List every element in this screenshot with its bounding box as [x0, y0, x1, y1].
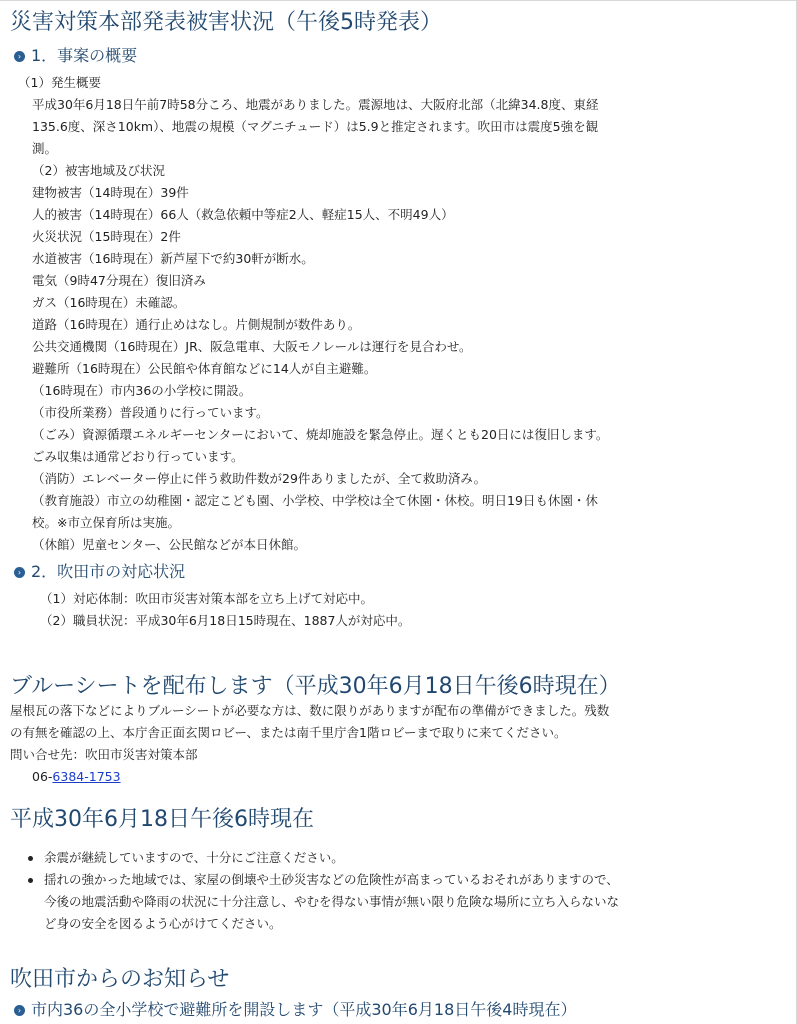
paragraph-line: 屋根瓦の落下などによりブルーシートが必要な方は、数に限りがありますが配布の準備ができました。残数 — [10, 703, 610, 718]
section-heading-label: 1．事案の概要 — [31, 46, 138, 65]
phone-link[interactable]: 6384-1753 — [52, 769, 121, 784]
paragraph-line: 水道被害（16時現在）新芦屋下で約30軒が断水。 — [32, 251, 314, 266]
response-body — [40, 588, 640, 632]
chevron-circle-right-icon: › — [14, 51, 25, 62]
paragraph-line: 道路（16時現在）通行止めはなし。片側規制が数件あり。 — [32, 317, 361, 332]
paragraph-line: （市役所業務）普段通りに行っています。 — [32, 405, 269, 420]
caution-notice-title: 平成30年6月18日午後6時現在 — [10, 807, 314, 832]
list-item-line: 今後の地震活動や降雨の状況に十分注意し、やむを得ない事情が無い限り危険な場所に立ち入らないな — [44, 894, 620, 909]
paragraph-line: （2）職員状況：平成30年6月18日15時現在、1887人が対応中。 — [40, 613, 411, 628]
paragraph-line: 火災状況（15時現在）2件 — [32, 229, 181, 244]
paragraph-line: （ごみ）資源循環エネルギーセンターにおいて、焼却施設を緊急停止。遅くとも20日には復旧します。 — [32, 427, 609, 442]
blue-sheet-title: ブルーシートを配布します（平成30年6月18日午後6時現在） — [10, 674, 621, 699]
paragraph-line: （消防）エレベーター停止に伴う救助件数が29件ありましたが、全て救助済み。 — [32, 471, 487, 486]
paragraph-line: ガス（16時現在）未確認。 — [32, 295, 186, 310]
phone-prefix: 06- — [32, 769, 53, 784]
paragraph-line: 公共交通機関（16時現在）JR、阪急電車、大阪モノレールは運行を見合わせ。 — [32, 339, 472, 354]
paragraph-line: 校。※市立保育所は実施。 — [32, 515, 180, 530]
paragraph-line: 人的被害（14時現在）66人（救急依頼中等症2人、軽症15人、不明49人） — [32, 207, 454, 222]
paragraph-line: （教育施設）市立の幼稚園・認定こども園、小学校、中学校は全て休園・休校。明日19日も休園・休 — [32, 493, 598, 508]
list-item — [24, 869, 644, 935]
section-heading-label: 2．吹田市の対応状況 — [31, 562, 186, 581]
paragraph-line: 平成30年6月18日午前7時58分ころ、地震がありました。震源地は、大阪府北部（北緯34.8度、東経 — [32, 97, 599, 112]
chevron-circle-right-icon: › — [14, 567, 25, 578]
paragraph-line: の有無を確認の上、本庁舎正面玄関ロビー、または南千里庁舎1階ロビーまで取りに来てください。 — [10, 725, 567, 740]
paragraph-line: 135.6度、深さ10km）、地震の規模（マグニチュード）は5.9と推定されます。吹田市は震度5強を観 — [32, 119, 599, 134]
paragraph-line: 建物被害（14時現在）39件 — [32, 185, 189, 200]
caution-list — [24, 847, 644, 935]
paragraph-line: ごみ収集は通常どおり行っています。 — [32, 449, 244, 464]
city-notice-title: 吹田市からのお知らせ — [10, 967, 230, 992]
paragraph-line: 電気（9時47分現在）復旧済み — [32, 273, 206, 288]
list-item — [24, 847, 644, 869]
damage-report-title: 災害対策本部発表被害状況（午後5時発表） — [10, 10, 442, 35]
chevron-circle-right-icon: › — [14, 1005, 25, 1016]
overview-body — [18, 72, 638, 556]
shelter-notice-label[interactable]: 市内36の全小学校で避難所を開設します（平成30年6月18日午後4時現在） — [31, 1000, 577, 1019]
shelter-notice-link[interactable] — [14, 999, 576, 1021]
section-heading-overview — [14, 45, 137, 67]
paragraph-line: （16時現在）市内36の小学校に開設。 — [32, 383, 252, 398]
section-heading-response — [14, 561, 185, 583]
list-item-line: ど身の安全を図るよう心がけてください。 — [44, 916, 282, 931]
paragraph-line: 測。 — [32, 141, 58, 156]
paragraph-line: （休館）児童センター、公民館などが本日休館。 — [32, 537, 307, 552]
contact-label: 問い合せ先：吹田市災害対策本部 — [10, 747, 198, 762]
paragraph-line: （1）発生概要 — [18, 75, 101, 90]
contact-phone — [10, 766, 650, 788]
blue-sheet-body — [10, 700, 650, 788]
paragraph-line: 避難所（16時現在）公民館や体育館などに14人が自主避難。 — [32, 361, 377, 376]
paragraph-line: （1）対応体制：吹田市災害対策本部を立ち上げて対応中。 — [40, 591, 373, 606]
paragraph-line: （2）被害地域及び状況 — [32, 163, 165, 178]
list-item-line: 揺れの強かった地域では、家屋の倒壊や土砂災害などの危険性が高まっているおそれがありますので、 — [44, 872, 619, 887]
top-border — [0, 0, 797, 1]
list-item-line: 余震が継続していますので、十分にご注意ください。 — [44, 850, 344, 865]
